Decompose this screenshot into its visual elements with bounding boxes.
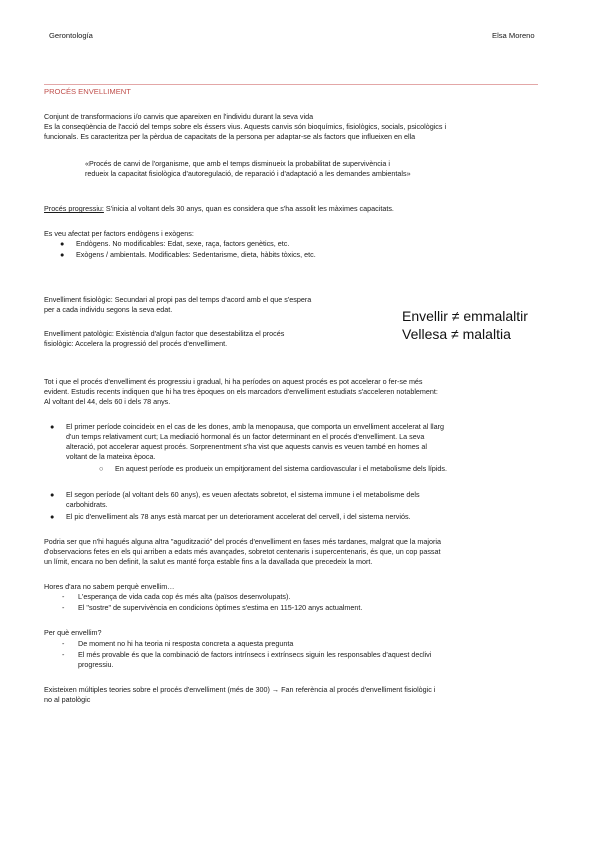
dash-marker: - [62,603,65,612]
paragraph-line: carbohidrats. [66,500,108,509]
paragraph-line: voltant de la mateixa època. [66,452,156,461]
paragraph-line: per a cada individu segons la seva edat. [44,305,173,314]
progressiu-paragraph [44,204,559,214]
list-item [60,239,540,249]
list-item-text [66,490,556,510]
paragraph-line: alteració, pot accelerar aquest procés. Sorprenentment s'ha vist que aquests canvis es veuen també en homes al [66,442,427,451]
dash-marker: - [62,592,65,601]
paragraph-line: El primer període coincideix en el cas de les dones, amb la menopausa, que comporta un envelliment accelerat al llarg [66,422,444,431]
sub-list-item [99,464,559,474]
intro-line: Conjunt de transformacions i/o canvis que apareixen en l'individu durant la seva vida [44,112,314,121]
list-item-text [78,650,553,670]
title-rule [44,84,538,85]
intro-line: funcionals. Es caracteritza per la pèrdua de capacitats de la persona per adaptar-se als factors que influeixen en ella [44,132,416,141]
hores-heading: Hores d'ara no sabem perquè envellim… [44,582,175,591]
paragraph-line: d'un temps relativament curt; La mediació hormonal és un factor determinant en el procés d'envelliment. La seva [66,432,425,441]
bullet-marker: ● [60,239,65,248]
progressiu-text: S'inicia al voltant dels 30 anys, quan es considera que s'ha assolit les màximes capacitats. [103,204,394,213]
list-item [50,512,555,522]
list-item-text: El pic d'envelliment als 78 anys està marcat per un deteriorament accelerat del cervell, i del sistema nerviós. [66,512,411,521]
paragraph-line: El segon període (al voltant dels 60 anys), es veuen afectats sobretot, el sistema immune i el metabolisme dels [66,490,420,499]
bullet-marker: ● [60,250,65,259]
list-item [62,592,552,602]
callout-line: Vellesa ≠ malaltia [402,326,511,342]
quote-line: «Procés de canvi de l'organisme, que amb el temps disminueix la probabilitat de supervivència i [85,159,391,168]
bullet-marker: ● [50,490,55,499]
fisiologic-paragraph [44,295,394,315]
header-subject: Gerontología [49,31,93,40]
paragraph-line: fisiològic: Accelera la progressió del procés d'envelliment. [44,339,228,348]
paragraph-line: Envelliment fisiològic: Secundari al propi pas del temps d'acord amb el que s'espera [44,295,312,304]
paragraph-line: Podria ser que n'hi hagués alguna altra "agudització" del procés d'envelliment en fases més tardanes, malgrat que la majoria [44,537,442,546]
paragraph-line: Al voltant del 44, dels 60 i dels 78 anys. [44,397,171,406]
quote-line: redueix la capacitat fisiològica d'autoregulació, de reparació i d'adaptació a les demandes ambientals» [85,169,411,178]
bullet-marker: ● [50,422,55,431]
callout-line: Envellir ≠ emmalaltir [402,308,528,324]
intro-paragraph [44,112,559,142]
list-item-text: El "sostre" de supervivència en condicions òptimes s'estima en 115-120 anys actualment. [78,603,363,612]
page-title: PROCÉS ENVELLIMENT [44,87,131,96]
paragraph-line: Existeixen múltiples teories sobre el procés d'envelliment (més de 300) → Fan referència al procés d'envelliment fisiològic i [44,685,436,694]
bullet-marker: ● [50,512,55,521]
intro-line: Es la conseqüència de l'acció del temps sobre els éssers vius. Aquests canvis són bioquímics, fisiològics, socials, psicològics i [44,122,447,131]
list-item [62,639,552,649]
teories-paragraph [44,685,559,705]
progressiu-label: Procés progressiu: [44,204,104,213]
sub-list-item-text: En aquest període es produeix un empitjorament del sistema cardiovascular i el metabolisme dels lípids. [115,464,447,473]
list-item-text: Exògens / ambientals. Modificables: Sedentarisme, dieta, hàbits tòxics, etc. [76,250,316,259]
list-item [62,650,552,670]
list-item [62,603,552,613]
factors-intro: Es veu afectat per factors endògens i exògens: [44,229,194,238]
list-item [60,250,540,260]
definition-quote [85,159,525,179]
list-item-text: L'esperança de vida cada cop és més alta (països desenvolupats). [78,592,291,601]
perque-heading: Per què envellim? [44,628,102,637]
paragraph-line: progressiu. [78,660,114,669]
patologic-paragraph [44,329,394,349]
dash-marker: - [62,639,65,648]
paragraph-line: Tot i que el procés d'envelliment és progressiu i gradual, hi ha períodes on aquest procés es pot accelerar o fer-se més [44,377,423,386]
list-item-text [66,422,556,462]
aguditzacio-paragraph [44,537,559,567]
paragraph-line: un límit, encara no ben definit, la salut es manté força estable fins a la davallada que precedeix la mort. [44,557,373,566]
paragraph-line: El més provable és que la combinació de factors intrínsecs i extrínsecs siguin les responsables d'aquest declivi [78,650,432,659]
paragraph-line: d'observacions fetes en els qui arriben a edats més avançades, sobretot centenaris i supercentenaris, és que, un cop passat [44,547,441,556]
dash-marker: - [62,650,65,659]
paragraph-line: evident. Estudis recents indiquen que hi ha tres èpoques on els marcadors d'envelliment estudiats s'acceleren notablement: [44,387,438,396]
periodes-paragraph [44,377,559,407]
list-item [50,490,555,510]
sub-bullet-marker: ○ [99,464,104,473]
paragraph-line: no al patològic [44,695,91,704]
list-item [50,422,555,462]
list-item-text: Endògens. No modificables: Edat, sexe, raça, factors genètics, etc. [76,239,290,248]
header-author: Elsa Moreno [492,31,535,40]
paragraph-line: Envelliment patològic: Existència d'algun factor que desestabilitza el procés [44,329,285,338]
list-item-text: De moment no hi ha teoria ni resposta concreta a aquesta pregunta [78,639,294,648]
